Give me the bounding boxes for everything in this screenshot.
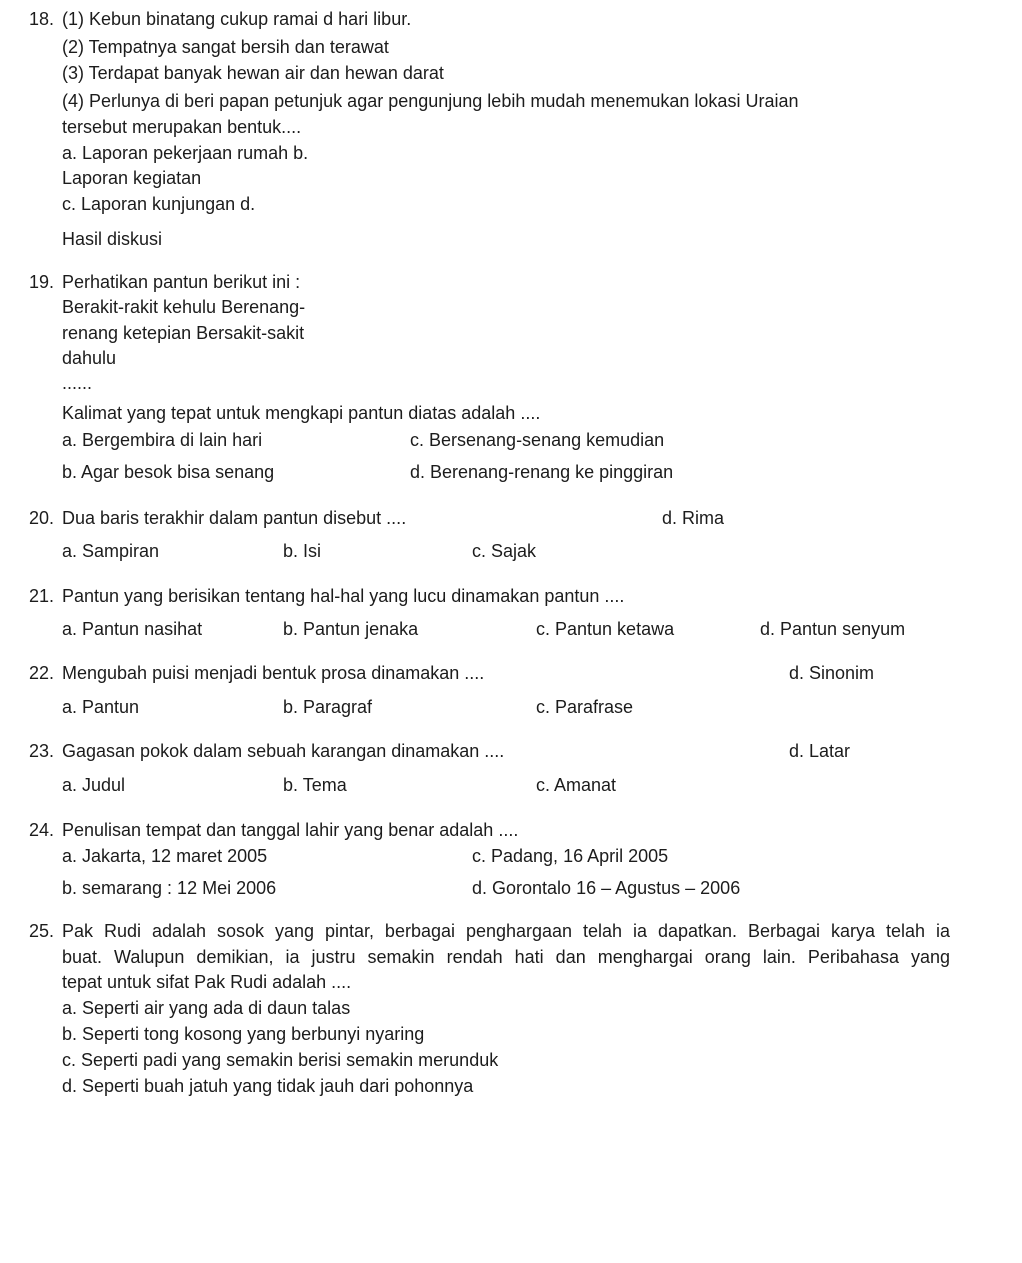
question-number: 23. — [29, 741, 55, 761]
answer-option: d. Gorontalo 16 – Agustus – 2006 — [472, 878, 741, 898]
answer-option: d. Rima — [662, 508, 725, 528]
question-stem: Perhatikan pantun berikut ini : — [62, 272, 301, 292]
question-stem: Kalimat yang tepat untuk mengkapi pantun diatas adalah .... — [62, 403, 541, 423]
question-line: (4) Perlunya di beri papan petunjuk agar pengunjung lebih mudah menemukan lokasi Uraian — [62, 91, 799, 111]
answer-option: c. Bersenang-senang kemudian — [410, 430, 665, 450]
question-line: (1) Kebun binatang cukup ramai d hari libur. — [62, 9, 412, 29]
answer-option: c. Amanat — [536, 775, 617, 795]
answer-option: a. Bergembira di lain hari — [62, 430, 263, 450]
question-number: 22. — [29, 663, 55, 683]
answer-option: a. Pantun — [62, 697, 140, 717]
question-number: 21. — [29, 586, 55, 606]
question-number: 20. — [29, 508, 55, 528]
question-number: 25. — [29, 921, 55, 941]
answer-option: d. Pantun senyum — [760, 619, 906, 639]
pantun-line: dahulu — [62, 348, 117, 368]
answer-option: b. Paragraf — [283, 697, 373, 717]
answer-option: c. Pantun ketawa — [536, 619, 675, 639]
answer-option: b. Pantun jenaka — [283, 619, 419, 639]
question-stem: Dua baris terakhir dalam pantun disebut .... — [62, 508, 407, 528]
answer-option: a. Sampiran — [62, 541, 160, 561]
question-line: tersebut merupakan bentuk.... — [62, 117, 302, 137]
question-line: buat. Walupun demikian, ia justru semakin rendah hati dan menghargai orang lain. Peribahasa yang — [62, 947, 950, 967]
answer-option: a. Seperti air yang ada di daun talas — [62, 998, 351, 1018]
answer-option: c. Sajak — [472, 541, 537, 561]
answer-option: Laporan kegiatan — [62, 168, 202, 188]
answer-option: c. Padang, 16 April 2005 — [472, 846, 669, 866]
answer-option: d. Sinonim — [789, 663, 875, 683]
question-stem: Gagasan pokok dalam sebuah karangan dinamakan .... — [62, 741, 505, 761]
question-line: tepat untuk sifat Pak Rudi adalah .... — [62, 972, 352, 992]
answer-option: a. Judul — [62, 775, 126, 795]
question-line: (3) Terdapat banyak hewan air dan hewan darat — [62, 63, 444, 83]
answer-option: b. Agar besok bisa senang — [62, 462, 275, 482]
question-line: Pak Rudi adalah sosok yang pintar, berbagai penghargaan telah ia dapatkan. Berbagai karya telah ia — [62, 921, 950, 941]
question-stem: Mengubah puisi menjadi bentuk prosa dinamakan .... — [62, 663, 485, 683]
question-stem: Pantun yang berisikan tentang hal-hal yang lucu dinamakan pantun .... — [62, 586, 625, 606]
question-number: 24. — [29, 820, 55, 840]
answer-option: c. Parafrase — [536, 697, 634, 717]
question-number: 18. — [29, 9, 55, 29]
answer-option: d. Berenang-renang ke pinggiran — [410, 462, 674, 482]
question-line: (2) Tempatnya sangat bersih dan terawat — [62, 37, 389, 57]
answer-option: c. Laporan kunjungan d. — [62, 194, 256, 214]
answer-option: a. Pantun nasihat — [62, 619, 203, 639]
question-stem: Penulisan tempat dan tanggal lahir yang benar adalah .... — [62, 820, 519, 840]
answer-option: d. Latar — [789, 741, 851, 761]
pantun-line: renang ketepian Bersakit-sakit — [62, 323, 305, 343]
pantun-line: ...... — [62, 373, 93, 393]
answer-option: d. Seperti buah jatuh yang tidak jauh dari pohonnya — [62, 1076, 474, 1096]
answer-option: c. Seperti padi yang semakin berisi semakin merunduk — [62, 1050, 499, 1070]
answer-option: a. Laporan pekerjaan rumah b. — [62, 143, 309, 163]
pantun-line: Berakit-rakit kehulu Berenang- — [62, 297, 306, 317]
answer-option: Hasil diskusi — [62, 229, 163, 249]
answer-option: a. Jakarta, 12 maret 2005 — [62, 846, 268, 866]
answer-option: b. Seperti tong kosong yang berbunyi nyaring — [62, 1024, 425, 1044]
answer-option: b. semarang : 12 Mei 2006 — [62, 878, 277, 898]
answer-option: b. Tema — [283, 775, 347, 795]
answer-option: b. Isi — [283, 541, 322, 561]
question-number: 19. — [29, 272, 55, 292]
